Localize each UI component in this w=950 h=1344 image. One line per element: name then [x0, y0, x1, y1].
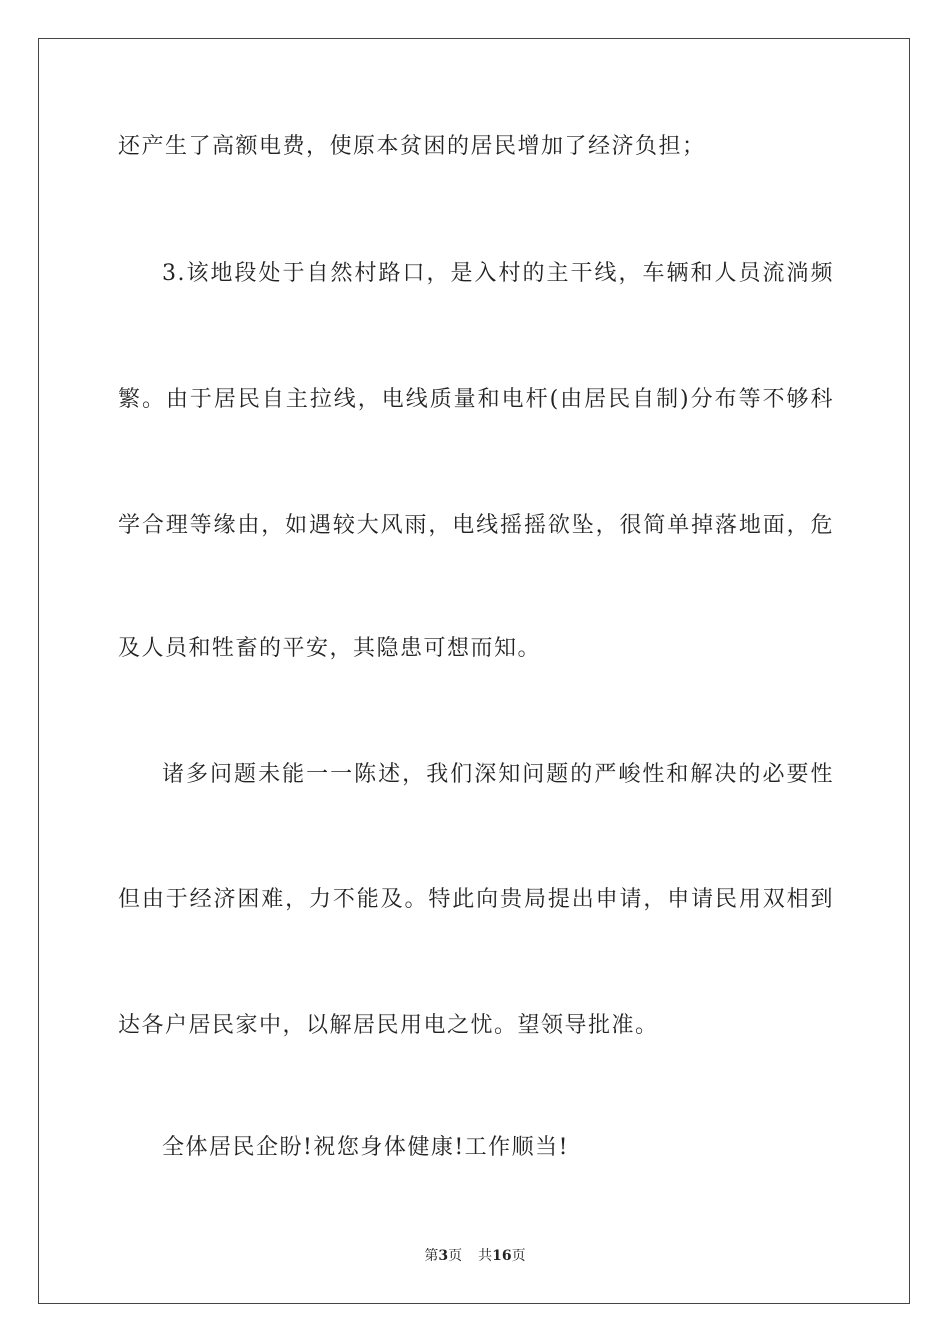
- page-suffix: 页: [448, 1248, 463, 1264]
- paragraph-line: 学合理等缘由，如遇较大风雨，电线摇摇欲坠，很简单掉落地面，危: [118, 513, 834, 538]
- paragraph-line: 但由于经济困难，力不能及。特此向贵局提出申请，申请民用双相到: [118, 887, 834, 912]
- paragraph-line: 诸多问题未能一一陈述，我们深知问题的严峻性和解决的必要性: [162, 762, 834, 787]
- page-footer: [0, 1247, 950, 1265]
- paragraph-line: 及人员和牲畜的平安，其隐患可想而知。: [118, 636, 542, 661]
- paragraph-line: 3.该地段处于自然村路口，是入村的主干线，车辆和人员流淌频: [162, 261, 834, 286]
- paragraph-line: 还产生了高额电费，使原本贫困的居民增加了经济负担；: [118, 134, 706, 159]
- page-number: 3: [438, 1248, 449, 1264]
- page-prefix: 第: [424, 1248, 439, 1264]
- total-prefix: 共: [478, 1248, 493, 1264]
- page-frame: [38, 38, 910, 1304]
- total-pages: 16: [492, 1248, 512, 1264]
- paragraph-line: 达各户居民家中，以解居民用电之忧。望领导批准。: [118, 1013, 659, 1038]
- total-suffix: 页: [511, 1248, 526, 1264]
- paragraph-line: 繁。由于居民自主拉线，电线质量和电杆(由居民自制)分布等不够科: [118, 387, 834, 412]
- paragraph-line: 全体居民企盼!祝您身体健康!工作顺当!: [162, 1135, 570, 1160]
